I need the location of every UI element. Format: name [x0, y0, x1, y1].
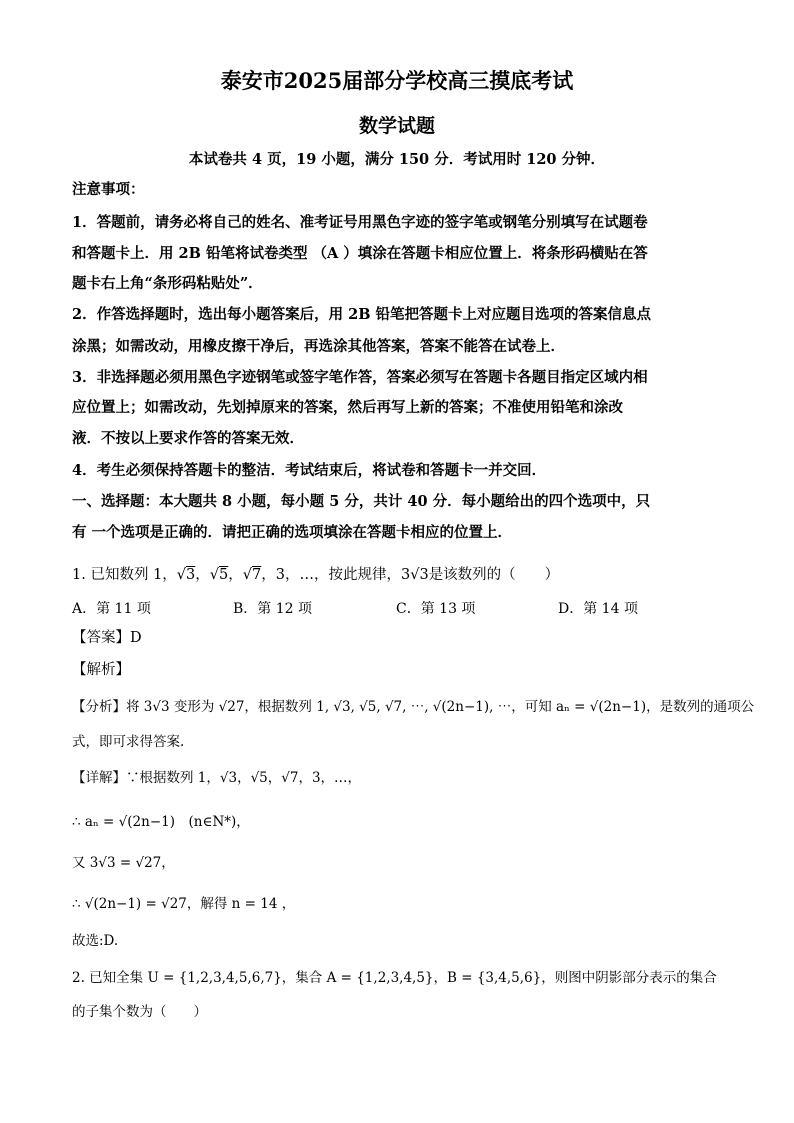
q1-target: 3√3	[400, 567, 429, 583]
notes-line: 液．不按以上要求作答的答案无效．	[72, 430, 304, 447]
notes-line: 题卡右上角“条形码粘贴处”．	[72, 275, 263, 292]
q2-line: 2. 已知全集 U = {1,2,3,4,5,6,7}，集合 A = {1,2,3,4,5}，B = {3,4,5,6}，则图中阴影部分表示的集合	[72, 970, 717, 986]
notes-line: 4．考生必须保持答题卡的整洁．考试结束后，将试卷和答题卡一并交回．	[72, 462, 547, 479]
q1-fenxi-cont: 式，即可求得答案.	[72, 734, 185, 750]
fenxi-text: 将 3√3 变形为 √27，根据数列 1, √3, √5, √7, ⋯, √(2n−1), ⋯，可知 aₙ = √(2n−1)，是数列的通项公	[126, 699, 755, 715]
q1-term: …	[299, 567, 314, 583]
q1-term: 7	[252, 567, 262, 583]
q1-option-c: C．第 13 项	[396, 601, 476, 617]
answer-value: D	[130, 630, 142, 646]
exam-info: 本试卷共 4 页，19 小题，满分 150 分．考试用时 120 分钟．	[188, 151, 606, 168]
q1-stem: 1. 已知数列 1，√3，√5，√7，3，…，按此规律，3√3是该数列的（ ）	[72, 567, 560, 583]
q1-option-a: A．第 11 项	[72, 601, 151, 617]
notes-line: 涂黑；如需改动，用橡皮擦干净后，再选涂其他答案，答案不能答在试卷上．	[72, 338, 565, 355]
exam-subtitle: 数学试题	[358, 115, 435, 137]
answer-label: 【答案】	[72, 630, 130, 646]
q1-option-b: B．第 12 项	[233, 601, 313, 617]
q1-term: 5	[219, 567, 229, 583]
notes-line: 1．答题前，请务必将自己的姓名、准考证号用黑色字迹的签字笔或钢笔分别填写在试题卷	[72, 214, 648, 231]
section1-line: 一、选择题：本大题共 8 小题，每小题 5 分，共计 40 分．每小题给出的四个选项中，只	[72, 493, 651, 510]
q1-conclusion: 故选:D.	[72, 933, 119, 949]
q1-step: ∴ aₙ = √(2n−1) (n∈N*)，	[72, 814, 250, 830]
notes-heading: 注意事项：	[72, 181, 145, 198]
notes-line: 2．作答选择题时，选出每小题答案后，用 2B 铅笔把答题卡上对应题目选项的答案信息点	[72, 306, 652, 323]
fenxi-label: 【分析】	[72, 699, 126, 715]
section1-line: 有 一个选项是正确的．请把正确的选项填涂在答题卡相应的位置上．	[72, 524, 513, 541]
notes-line: 3．非选择题必须用黑色字迹钢笔或签字笔作答，答案必须写在答题卡各题目指定区域内相	[72, 369, 648, 386]
xiangjie-label: 【详解】	[72, 770, 126, 786]
q1-option-d: D．第 14 项	[558, 601, 638, 617]
q1-fenxi	[72, 697, 754, 717]
q1-term: 3	[275, 567, 285, 583]
q1-step: 又 3√3 = √27，	[72, 855, 175, 871]
exam-title: 泰安市2025届部分学校高三摸底考试	[220, 68, 574, 93]
q1-term: 3	[186, 567, 196, 583]
q1-analysis-label: 【解析】	[72, 662, 130, 678]
q2-line: 的子集个数为（ ）	[72, 1004, 207, 1020]
q1-mid: 按此规律，	[328, 567, 401, 583]
notes-line: 应位置上；如需改动，先划掉原来的答案，然后再写上新的答案；不准使用铅笔和涂改	[72, 399, 623, 416]
xiangjie-text: ∵根据数列 1，√3，√5，√7，3，…，	[126, 770, 362, 786]
q1-term: 1	[153, 567, 163, 583]
q1-xiangjie	[72, 768, 361, 788]
q1-step: ∴ √(2n−1) = √27，解得 n = 14 ，	[72, 896, 296, 912]
q1-suffix: 是该数列的（ ）	[428, 567, 560, 583]
q1-answer	[72, 628, 142, 648]
q1-prefix: 1. 已知数列	[72, 567, 149, 583]
notes-line: 和答题卡上．用 2B 铅笔将试卷类型 （A ）填涂在答题卡相应位置上．将条形码横贴在答	[72, 245, 648, 262]
